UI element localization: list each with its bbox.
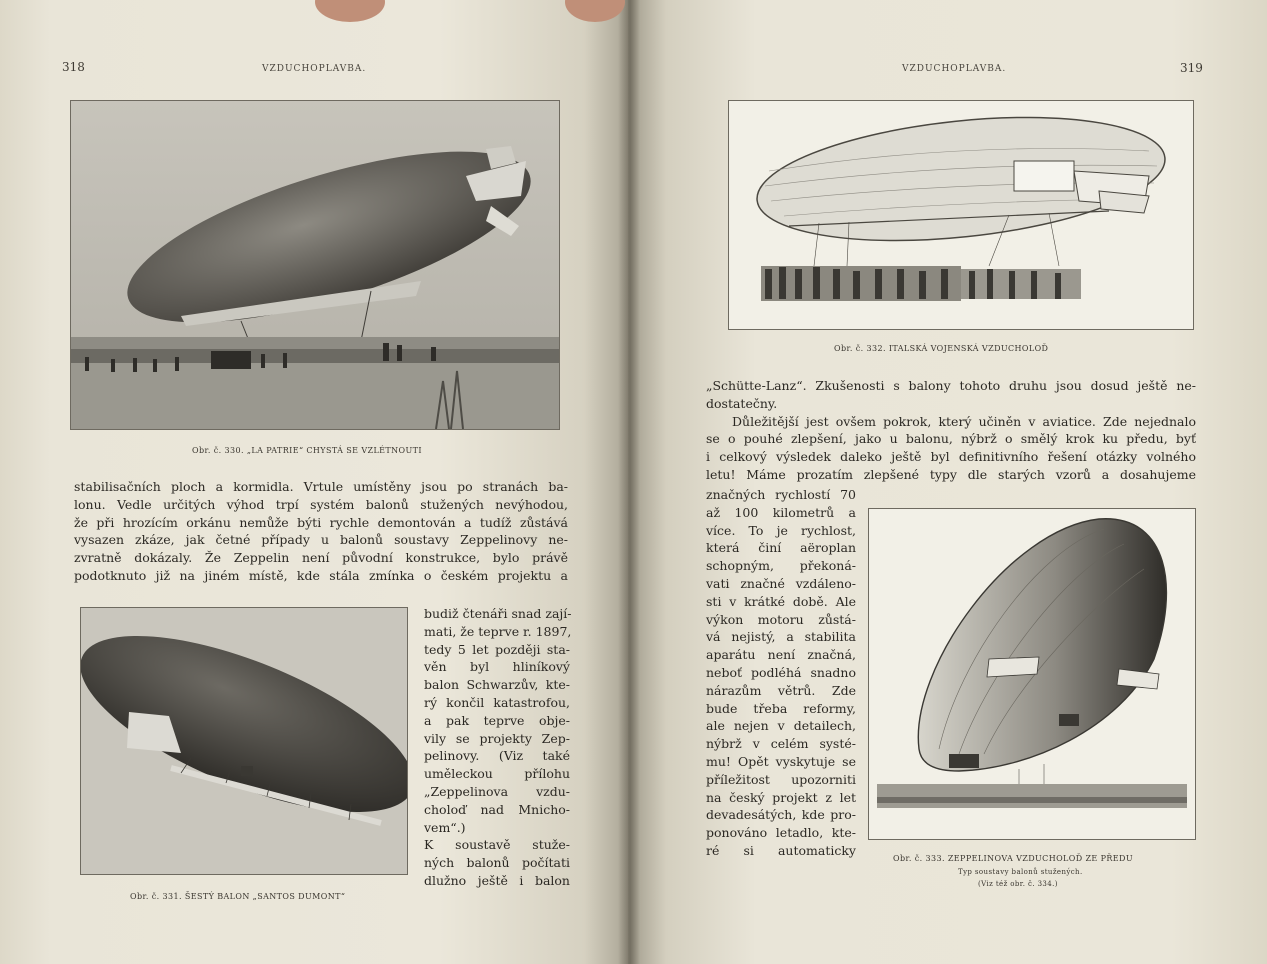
text-line: devadesátých, kde pro- — [706, 807, 856, 823]
italian-airship-drawing — [729, 101, 1193, 329]
left-page — [0, 0, 628, 964]
text-line: že při hrozícím orkánu nemůže býti rychle demontován a tudíž zůstává — [74, 514, 568, 530]
text-line: nárazům větrů. Zde — [706, 682, 856, 698]
text-line: až 100 kilometrů a — [706, 504, 856, 520]
text-line: K soustavě stuže- — [424, 837, 570, 853]
figure-italian-airship — [728, 100, 1194, 330]
text-line: která činí aëroplan — [706, 540, 856, 556]
figure-santos-dumont-caption: Obr. č. 331. ŠESTÝ BALON „SANTOS DUMONT“ — [130, 892, 346, 901]
text-line: „Schütte-Lanz“. Zkušenosti s balony tohoto druhu jsou dosud ještě ne- — [706, 378, 1196, 393]
right-page-number: 319 — [1180, 61, 1203, 75]
text-line: dlužno ještě i balon — [424, 872, 570, 888]
text-line: vati značné vzdáleno- — [706, 575, 856, 591]
text-line: schopným, překoná- — [706, 558, 856, 574]
text-line: neboť podléhá snadno — [706, 664, 856, 680]
text-line: rý končil katastrofou, — [424, 694, 570, 710]
text-line: ré si automaticky — [706, 842, 856, 858]
right-text-narrow — [706, 486, 856, 860]
text-line: a pak teprve obje- — [424, 712, 570, 728]
figure-la-patrie — [70, 100, 560, 430]
book-gutter — [618, 0, 640, 964]
la-patrie-photo — [71, 101, 559, 429]
text-line: zvratně dokázaly. Že Zeppelin není původní konstrukce, bylo právě — [74, 550, 568, 566]
text-line: výkon motoru zůstá- — [706, 611, 856, 627]
left-running-head: VZDUCHOPLAVBA. — [262, 64, 367, 74]
text-line: ponováno letadlo, kte- — [706, 825, 856, 841]
figure-zeppelin-front-caption: Obr. č. 333. ZEPPELINOVA VZDUCHOLOĎ ZE PŘEDU — [893, 854, 1134, 863]
text-line: dostatečny. — [706, 395, 778, 411]
left-text-full — [74, 478, 568, 585]
text-line: stabilisačních ploch a kormidla. Vrtule umístěny jsou po stranách ba- — [74, 479, 568, 494]
figure-zeppelin-front-subcaption-1: Typ soustavy balonů stužených. — [958, 868, 1083, 876]
text-line: mu! Opět vyskytuje se — [706, 753, 856, 769]
left-text-narrow — [424, 605, 570, 890]
text-line: Důležitější jest ovšem pokrok, který učiněn v aviatice. Zde nejednalo — [732, 413, 1196, 429]
text-line: aparátu není značná, — [706, 647, 856, 663]
figure-la-patrie-caption: Obr. č. 330. „LA PATRIE“ CHYSTÁ SE VZLÉTNOUTI — [192, 446, 422, 455]
text-line: věn byl hliníkový — [424, 659, 570, 675]
text-line: i celkový výsledek daleko ještě byl definitivního řešení otázky volného — [706, 449, 1196, 465]
text-line: lonu. Vedle určitých výhod trpí systém balonů stužených nevýhodou, — [74, 496, 568, 512]
right-running-head: VZDUCHOPLAVBA. — [902, 64, 1007, 74]
text-line: podotknuto již na jiném místě, kde stála zmínka o českém projektu a — [74, 567, 568, 583]
right-page — [628, 0, 1267, 964]
text-line: „Zeppelinova vzdu- — [424, 783, 570, 799]
text-line: tedy 5 let později sta- — [424, 641, 570, 657]
text-line: příležitost upozorniti — [706, 771, 856, 787]
figure-santos-dumont — [80, 607, 408, 875]
text-line: vá nejistý, a stabilita — [706, 629, 856, 645]
text-line: balon Schwarzův, kte- — [424, 677, 570, 693]
figure-zeppelin-front-subcaption-2: (Viz též obr. č. 334.) — [978, 880, 1058, 888]
text-line: sti v krátké době. Ale — [706, 593, 856, 609]
santos-dumont-photo — [81, 608, 407, 874]
text-line: mati, že teprve r. 1897, — [424, 623, 572, 639]
text-line: nýbrž v celém systé- — [706, 736, 856, 752]
text-line: se o pouhé zlepšení, jako u balonu, nýbrž o smělý krok ku předu, byť — [706, 431, 1196, 447]
text-line: značných rychlostí 70 — [706, 487, 856, 502]
text-line: ných balonů počítati — [424, 855, 570, 871]
text-line: více. To je rychlost, — [706, 522, 856, 538]
text-line: vily se projekty Zep- — [424, 730, 570, 746]
figure-italian-airship-caption: Obr. č. 332. ITALSKÁ VOJENSKÁ VZDUCHOLOĎ — [834, 344, 1049, 353]
text-line: bude třeba reformy, — [706, 700, 856, 716]
text-line: vem“.) — [424, 819, 466, 835]
zeppelin-front-drawing — [869, 509, 1195, 839]
text-line: letu! Máme prozatím zlepšené typy dle starých vzorů a dosahujeme — [706, 466, 1196, 482]
text-line: pelinovy. (Viz také — [424, 748, 570, 764]
text-line: choloď nad Mnicho- — [424, 801, 570, 817]
right-text-full — [706, 377, 1196, 484]
text-line: na český projekt z let — [706, 789, 856, 805]
text-line: uměleckou přílohu — [424, 766, 570, 782]
left-page-number: 318 — [62, 60, 85, 74]
text-line: vysazen zkáze, jak četné případy u balonů soustavy Zeppelinovy ne- — [74, 532, 568, 548]
text-line: budiž čtenáři snad zají- — [424, 606, 572, 621]
figure-zeppelin-front — [868, 508, 1196, 840]
text-line: ale nejen v detailech, — [706, 718, 856, 734]
